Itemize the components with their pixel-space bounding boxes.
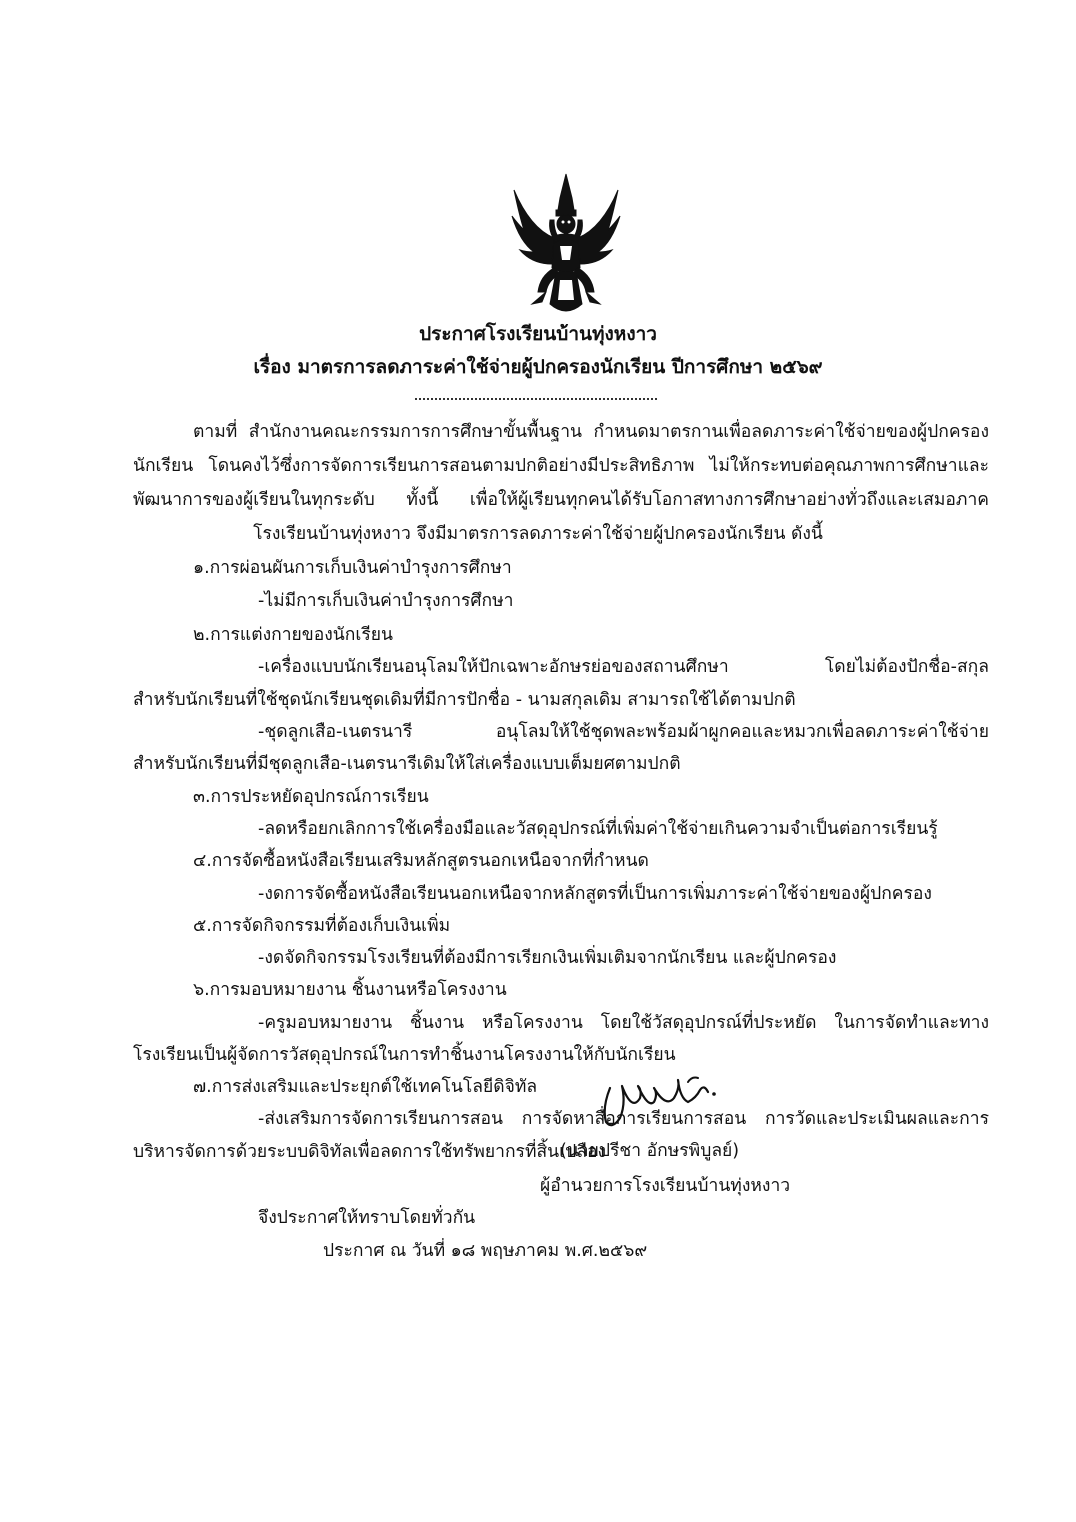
measure-4-text: -งดการจัดซื้อหนังสือเรียนนอกเหนือจากหลักสูตรที่เป็นการเพิ่มภาระค่าใช้จ่ายของผู้ปกครอง [258, 884, 932, 904]
measure-3-heading: ๓.การประหยัดอุปกรณ์การเรียน [193, 787, 429, 807]
intro-line-3: พัฒนาการของผู้เรียนในทุกระดับ ทั้งนี้ เพื่อให้ผู้เรียนทุกคนได้รับโอกาสทางการศึกษาอย่างทั่วถึงและเสมอภาค [133, 490, 989, 510]
measure-3-text: -ลดหรือยกเลิกการใช้เครื่องมือและวัสดุอุปกรณ์ที่เพิ่มค่าใช้จ่ายเกินความจำเป็นต่อการเรียนรู้ [258, 819, 938, 839]
announcement-subject: เรื่อง มาตรการลดภาระค่าใช้จ่ายผู้ปกครองนักเรียน ปีการศึกษา ๒๕๖๙ [253, 356, 823, 378]
signer-title: ผู้อำนวยการโรงเรียนบ้านทุ่งหงาว [540, 1176, 791, 1196]
dotted-divider [415, 398, 657, 400]
measure-6-text-1: -ครูมอบหมายงาน ชิ้นงาน หรือโครงงาน โดยใช้วัสดุอุปกรณ์ที่ประหยัด ในการจัดทำและทาง [258, 1013, 989, 1033]
measure-7-heading: ๗.การส่งเสริมและประยุกต์ใช้เทคโนโลยีดิจิทัล [193, 1077, 538, 1097]
announcement-title: ประกาศโรงเรียนบ้านทุ่งหงาว [419, 323, 657, 345]
measure-7-text-2: บริหารจัดการด้วยระบบดิจิทัลเพื่อลดการใช้ทรัพยากรที่สิ้นเปลือง [133, 1142, 607, 1162]
measure-1-text: -ไม่มีการเก็บเงินค่าบำรุงการศึกษา [258, 591, 514, 611]
garuda-emblem-icon [510, 172, 622, 320]
measure-5-heading: ๕.การจัดกิจกรรมที่ต้องเก็บเงินเพิ่ม [193, 916, 451, 936]
measure-2-text-a1: -เครื่องแบบนักเรียนอนุโลมให้ปักเฉพาะอักษรย่อของสถานศึกษา โดยไม่ต้องปักชื่อ-สกุล [258, 657, 989, 677]
announce-closing: จึงประกาศให้ทราบโดยทั่วกัน [258, 1208, 476, 1228]
measure-1-heading: ๑.การผ่อนผันการเก็บเงินค่าบำรุงการศึกษา [193, 558, 512, 578]
measure-2-heading: ๒.การแต่งกายของนักเรียน [193, 625, 393, 645]
intro-line-2: นักเรียน โดนคงไว้ซึ่งการจัดการเรียนการสอนตามปกติอย่างมีประสิทธิภาพ ไม่ให้กระทบต่อคุณภาพการศึกษาและ [133, 456, 989, 476]
announce-date: ประกาศ ณ วันที่ ๑๘ พฤษภาคม พ.ศ.๒๕๖๙ [323, 1241, 648, 1261]
measure-6-heading: ๖.การมอบหมายงาน ชิ้นงานหรือโครงงาน [193, 980, 507, 1000]
intro-line-1: ตามที่ สำนักงานคณะกรรมการการศึกษาขั้นพื้นฐาน กำหนดมาตรกานเพื่อลดภาระค่าใช้จ่ายของผู้ปกครอง [193, 422, 989, 442]
measure-4-heading: ๔.การจัดซื้อหนังสือเรียนเสริมหลักสูตรนอกเหนือจากที่กำหนด [193, 851, 649, 871]
intro-line-4: โรงเรียนบ้านทุ่งหงาว จึงมีมาตรการลดภาระค่าใช้จ่ายผู้ปกครองนักเรียน ดังนี้ [253, 524, 823, 544]
handwritten-signature [592, 1068, 722, 1132]
measure-2-text-b2: สำหรับนักเรียนที่มีชุดลูกเสือ-เนตรนารีเดิมให้ใส่เครื่องแบบเต็มยศตามปกติ [133, 754, 681, 774]
measure-2-text-b1: -ชุดลูกเสือ-เนตรนารี อนุโลมให้ใช้ชุดพละพร้อมผ้าผูกคอและหมวกเพื่อลดภาระค่าใช้จ่าย [258, 722, 989, 742]
measure-7-text-1: -ส่งเสริมการจัดการเรียนการสอน การจัดหาสื่อการเรียนการสอน การวัดและประเมินผลและการ [258, 1109, 989, 1129]
measure-2-text-a2: สำหรับนักเรียนที่ใช้ชุดนักเรียนชุดเดิมที่มีการปักชื่อ - นามสกุลเดิม สามารถใช้ได้ตามปกติ [133, 690, 796, 710]
measure-5-text: -งดจัดกิจกรรมโรงเรียนที่ต้องมีการเรียกเงินเพิ่มเติมจากนักเรียน และผู้ปกครอง [258, 948, 837, 968]
signer-name: (นายปรีชา อักษรพิบูลย์) [560, 1141, 740, 1161]
measure-6-text-2: โรงเรียนเป็นผู้จัดการวัสดุอุปกรณ์ในการทำชิ้นงานโครงงานให้กับนักเรียน [133, 1045, 676, 1065]
